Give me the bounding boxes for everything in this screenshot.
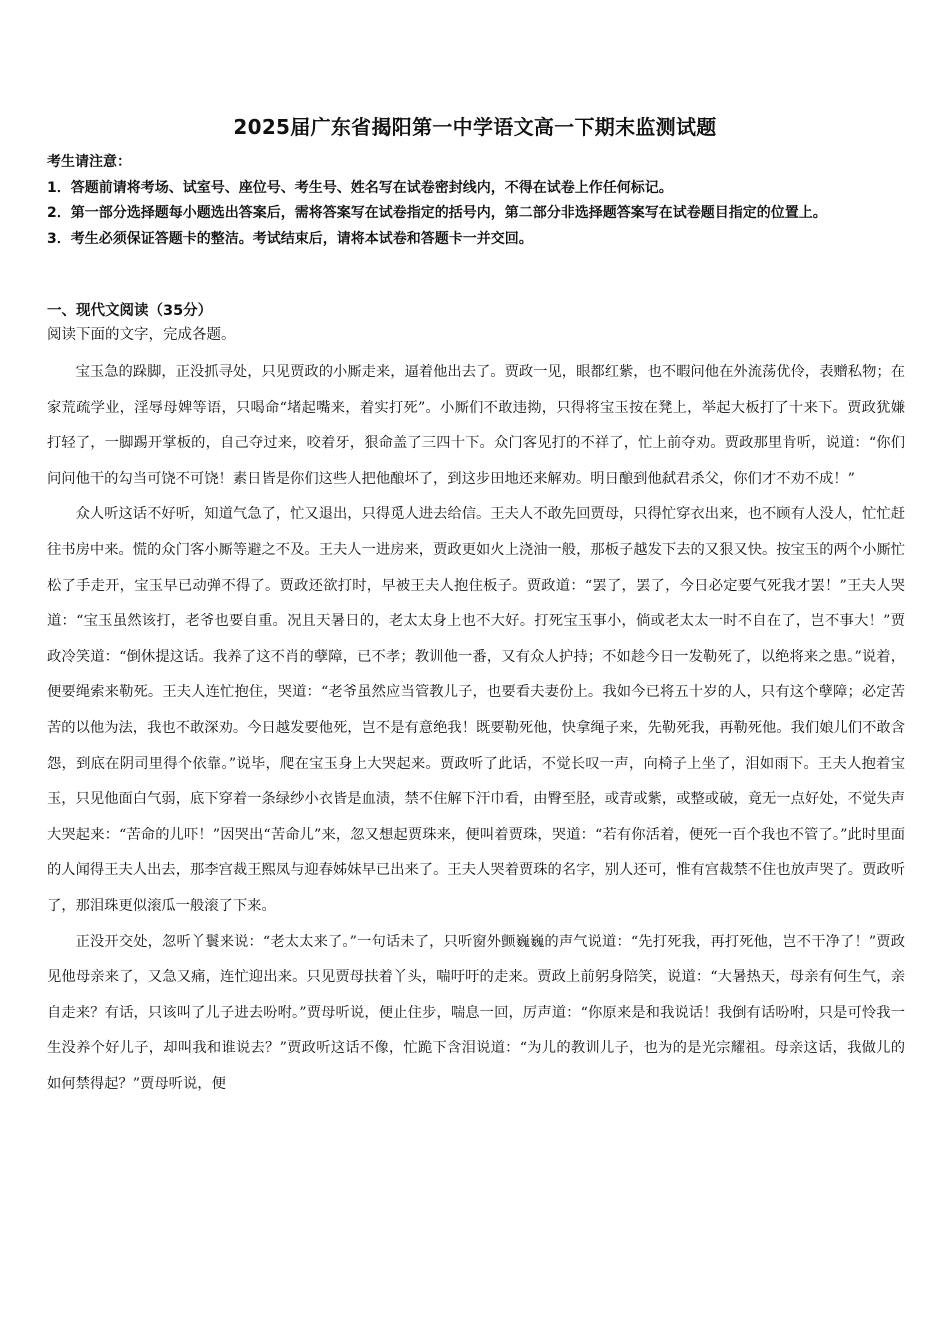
candidate-notice <box>47 150 903 252</box>
passage-paragraph: 正没开交处，忽听丫鬟来说：“老太太来了。”一句话未了，只听窗外颤巍巍的声气说道：“先打死我，再打死他，岂不干净了！”贾政见他母亲来了，又急又痛，连忙迎出来。只见贾母扶着丫头，喘吁吁的走来。贾政上前躬身陪笑，说道：“大暑热天，母亲有何生气，亲自走来？有话，只该叫了儿子进去吩咐。”贾母听说，便止住步，喘息一回，厉声道：“你原来是和我说话！我倒有话吩咐，只是可怜我一生没养个好儿子，却叫我和谁说去？”贾政听这话不像，忙跪下含泪说道：“为儿的教训儿子，也为的是光宗耀祖。母亲这话，我做儿的如何禁得起？”贾母听说，便 <box>47 933 905 1092</box>
document-title: 2025届广东省揭阳第一中学语文高一下期末监测试题 <box>233 115 717 139</box>
section-instruction: 阅读下面的文字，完成各题。 <box>47 327 236 343</box>
passage-paragraph: 众人听这话不好听，知道气急了，忙又退出，只得觅人进去给信。王夫人不敢先回贾母，只得忙穿衣出来，也不顾有人没人，忙忙赶往书房中来。慌的众门客小厮等避之不及。王夫人一进房来，贾政更如火上浇油一般，那板子越发下去的又狠又快。按宝玉的两个小厮忙松了手走开，宝玉早已动弹不得了。贾政还欲打时，早被王夫人抱住板子。贾政道：“罢了，罢了，今日必定要气死我才罢！”王夫人哭道：“宝玉虽然该打，老爷也要自重。况且天暑日的，老太太身上也不大好。打死宝玉事小，倘或老太太一时不自在了，岂不事大！”贾政冷笑道：“倒休提这话。我养了这不肖的孽障，已不孝；教训他一番，又有众人护持；不如趁今日一发勒死了，以绝将来之患。”说着，便要绳索来勒死。王夫人连忙抱住，哭道：“老爷虽然应当管教儿子，也要看夫妻份上。我如今已将五十岁的人，只有这个孽障；必定苦苦的以他为法，我也不敢深劝。今日越发要他死，岂不是有意绝我！既要勒死他，快拿绳子来，先勒死我，再勒死他。我们娘儿们不敢含怨，到底在阴司里得个依靠。”说毕，爬在宝玉身上大哭起来。贾政听了此话，不觉长叹一声，向椅子上坐了，泪如雨下。王夫人抱着宝玉，只见他面白气弱，底下穿着一条绿纱小衣皆是血渍，禁不住解下汗巾看，由臀至胫，或青或紫，或整或破，竟无一点好处，不觉失声大哭起来：“苦命的儿吓！”因哭出“苦命儿”来，忽又想起贾珠来，便叫着贾珠，哭道：“若有你活着，便死一百个我也不管了。”此时里面的人闻得王夫人出去，那李宫裁王熙凤与迎春姊妹早已出来了。王夫人哭着贾珠的名字，别人还可，惟有宫裁禁不住也放声哭了。贾政听了，那泪珠更似滚瓜一般滚了下来。 <box>47 506 905 914</box>
notice-item: 1．答题前请将考场、试室号、座位号、考生号、姓名写在试卷密封线内，不得在试卷上作任何标记。 <box>47 179 673 196</box>
notice-heading: 考生请注意： <box>47 154 131 170</box>
notice-item: 3．考生必须保证答题卡的整洁。考试结束后，请将本试卷和答题卡一并交回。 <box>47 230 533 247</box>
section-header <box>47 299 903 347</box>
section-heading: 一、现代文阅读（35分） <box>47 303 213 319</box>
reading-passage <box>47 355 905 1102</box>
passage-paragraph: 宝玉急的跺脚，正没抓寻处，只见贾政的小厮走来，逼着他出去了。贾政一见，眼都红紫，也不暇问他在外流荡优伶，表赠私物；在家荒疏学业，淫辱母婢等语，只喝命“堵起嘴来，着实打死”。小厮们不敢违拗，只得将宝玉按在凳上，举起大板打了十来下。贾政犹嫌打轻了，一脚踢开掌板的，自己夺过来，咬着牙，狠命盖了三四十下。众门客见打的不祥了，忙上前夺劝。贾政那里肯听，说道：“你们问问他干的勾当可饶不可饶！素日皆是你们这些人把他酿坏了，到这步田地还来解劝。明日酿到他弑君杀父，你们才不劝不成！” <box>47 364 905 487</box>
notice-item: 2．第一部分选择题每小题选出答案后，需将答案写在试卷指定的括号内，第二部分非选择题答案写在试卷题目指定的位置上。 <box>47 205 827 221</box>
